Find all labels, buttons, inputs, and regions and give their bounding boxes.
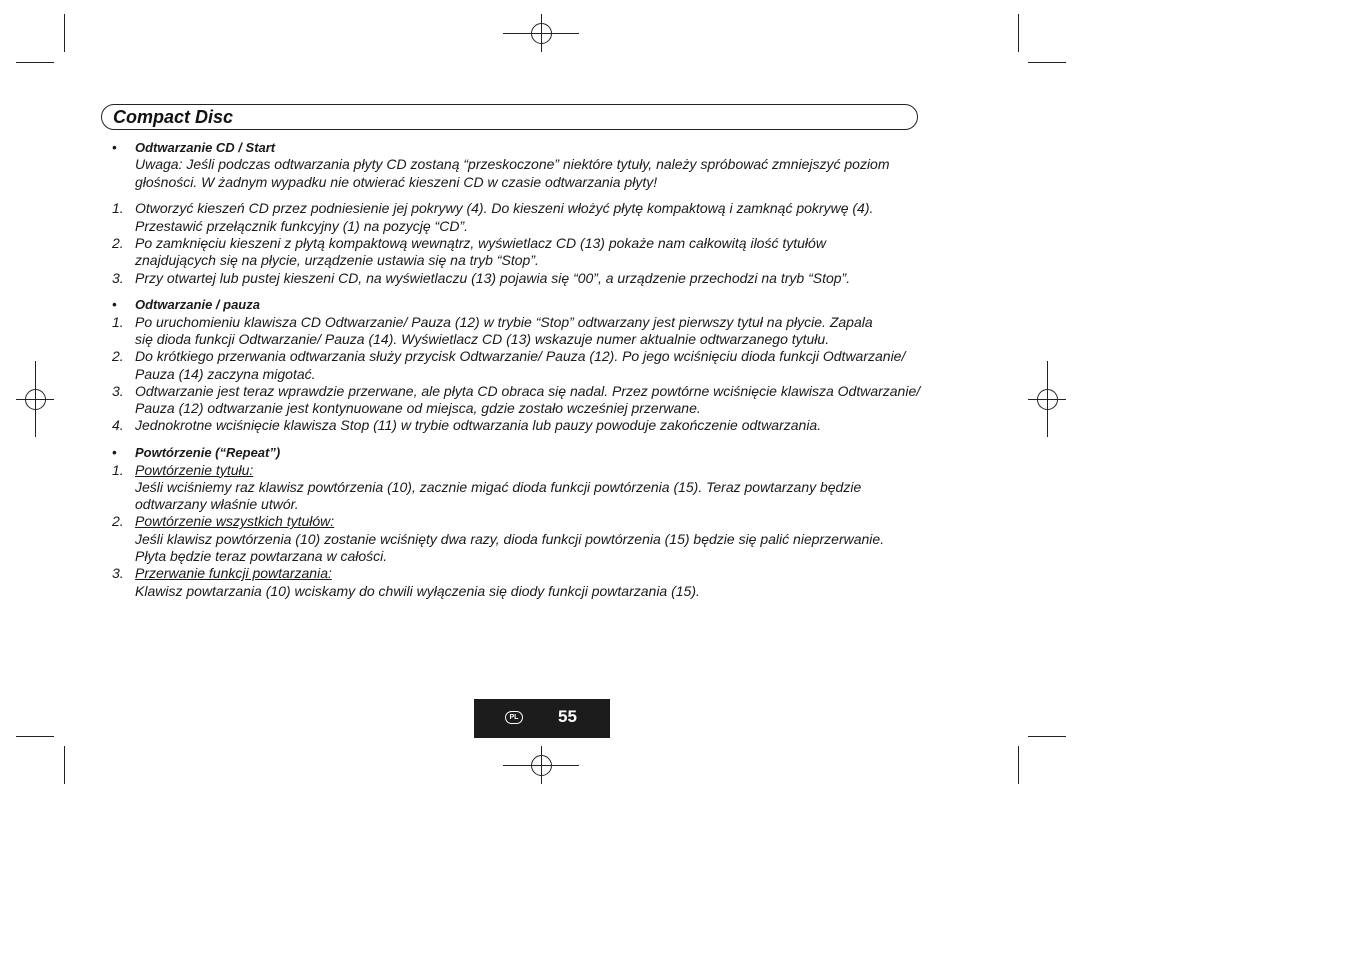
subheading-text [135,565,990,582]
underlined-subheading: Przerwanie funkcji powtarzania: [135,565,332,582]
underlined-subheading: Powtórzenie tytułu: [135,461,254,478]
crop-mark [1018,14,1019,52]
section-gap [110,191,990,201]
section-gap [110,287,990,297]
list-item [110,383,990,418]
subheading-text [135,462,990,479]
section-heading [110,139,990,156]
item-number: 2. [112,234,124,251]
text-line: Do krótkiego przerwania odtwarzania służy przycisk Odtwarzanie/ Pauza (12). Po jego wciśnięciu dioda funkcji Odtwarzanie/ [135,348,906,365]
text-line: Otworzyć kieszeń CD przez podniesienie jej pokrywy (4). Do kieszeni włożyć płytę kompaktową i zamknąć pokrywę (4). [135,200,874,217]
item-number: 3. [112,565,124,582]
text-line: Odtwarzanie jest teraz wprawdzie przerwane, ale płyta CD obraca się nadal. Przez powtórne wciśnięcie klawisza Odtwarzanie/ [135,382,921,399]
crop-mark [16,62,54,63]
text-line: się dioda funkcji Odtwarzanie/ Pauza (14). Wyświetlacz CD (13) wskazuje numer aktualnie odtwarzanego tytułu. [135,330,830,347]
page-number: 55 [558,707,577,726]
item-number: 1. [112,461,124,478]
text-line: Jednokrotne wciśnięcie klawisza Stop (11) w trybie odtwarzania lub pauzy powoduje zakończenie odtwarzania. [135,417,822,434]
text-line: Przy otwartej lub pustej kieszeni CD, na wyświetlaczu (13) pojawia się “00”, a urządzenie przechodzi na tryb “Stop”. [135,269,851,286]
page-number-box [474,699,610,738]
bullet-marker: • [112,297,117,313]
bullet-marker: • [112,140,117,155]
section-heading [110,296,990,313]
crop-mark [1018,746,1019,784]
text-line: głośności. W żadnym wypadku nie otwierać kieszeni CD w czasie odtwarzania płyty! [135,173,658,190]
text-line: Pauza (12) odtwarzanie jest kontynuowane od miejsca, gdzie zostało wcześniej przerwane. [135,400,701,417]
text-line: Płyta będzie teraz powtarzana w całości. [135,548,388,565]
crop-mark [1028,736,1066,737]
text-line: Pauza (14) zaczyna migotać. [135,365,316,382]
crop-mark [16,736,54,737]
item-number: 3. [112,269,124,286]
text-line: Odtwarzanie CD / Start [135,140,276,155]
item-number: 1. [112,313,124,330]
underlined-subheading: Powtórzenie wszystkich tytułów: [135,513,335,530]
crop-mark [1028,62,1066,63]
text-line: Powtórzenie (“Repeat”) [135,445,281,461]
crop-mark [64,746,65,784]
text-line: Jeśli klawisz powtórzenia (10) zostanie wciśnięty dwa razy, dioda funkcji powtórzenia (15) będzie się palić nieprzerwanie. [135,530,885,547]
section-title-box [101,104,918,130]
section-gap [110,435,990,445]
text-line: znajdujących się na płycie, urządzenie ustawia się na tryb “Stop”. [135,252,539,269]
text-line: Odtwarzanie / pauza [135,297,260,313]
list-item [110,270,990,287]
text-line: odtwarzany właśnie utwór. [135,496,299,513]
section-heading [110,444,990,461]
text-line: Jeśli wciśniemy raz klawisz powtórzenia (10), zacznie migać dioda funkcji powtórzenia (15). Teraz powtarzany będzie [135,478,862,495]
section-title: Compact Disc [113,107,234,127]
text-line: Uwaga: Jeśli podczas odtwarzania płyty CD zostaną “przeskoczone” niektóre tytuły, należy spróbować zmniejszyć poziom [135,156,890,173]
bullet-marker: • [112,445,117,461]
item-number: 3. [112,382,124,399]
list-item [110,462,990,514]
item-number: 4. [112,417,124,434]
item-number: 2. [112,348,124,365]
text-line: Po zamknięciu kieszeni z płytą kompaktową wewnątrz, wyświetlacz CD (13) pokaże nam całkowitą ilość tytułów [135,234,826,251]
item-number: 1. [112,200,124,217]
item-number: 2. [112,513,124,530]
text-line: Po uruchomieniu klawisza CD Odtwarzanie/ Pauza (12) w trybie “Stop” odtwarzany jest pierwszy tytuł na płycie. Zapala [135,313,873,330]
manual-content [110,139,990,600]
list-item [110,235,990,270]
list-item [110,200,990,235]
note-paragraph [110,156,990,191]
list-item [110,513,990,565]
list-item [110,417,990,434]
language-badge: PL [505,711,523,724]
crop-mark [64,14,65,52]
text-line: Klawisz powtarzania (10) wciskamy do chwili wyłączenia się diody funkcji powtarzania (15). [135,582,700,599]
text-line: Przestawić przełącznik funkcyjny (1) na pozycję “CD”. [135,217,468,234]
list-item [110,565,990,600]
subheading-text [135,513,990,530]
list-item [110,314,990,349]
list-item [110,348,990,383]
